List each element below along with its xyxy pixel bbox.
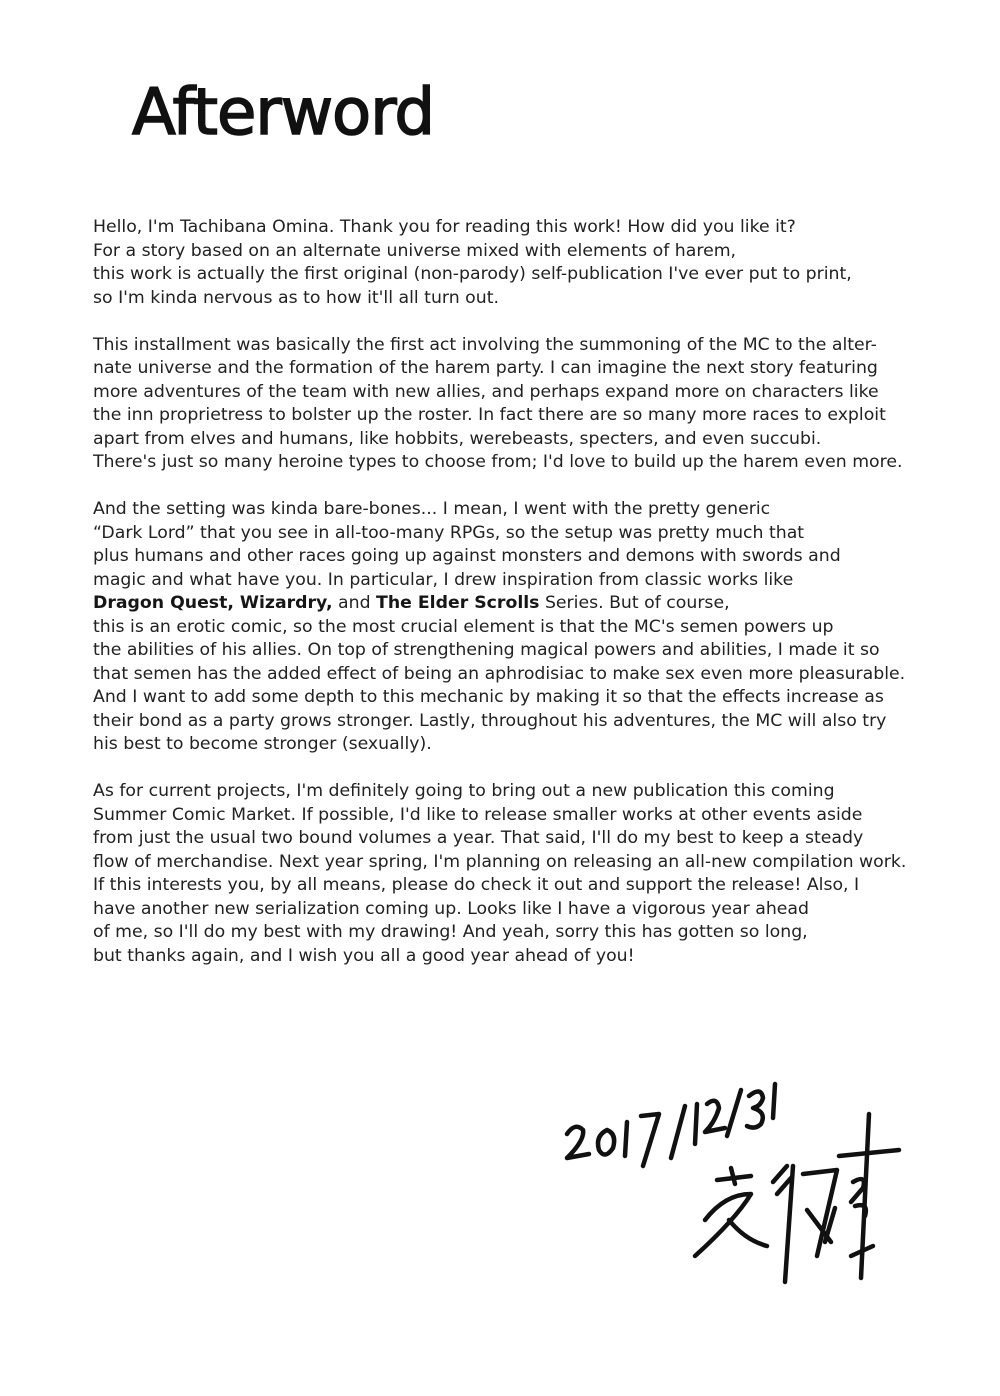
text-line: of me, so I'll do my best with my drawing! And yeah, sorry this has gotten so long,	[93, 922, 808, 942]
text-line: from just the usual two bound volumes a year. That said, I'll do my best to keep a steady	[93, 828, 864, 848]
text-line-with-titles	[93, 592, 953, 616]
text-line: that semen has the added effect of being an aphrodisiac to make sex even more pleasurable.	[93, 663, 906, 684]
text-line: Summer Comic Market. If possible, I'd like to release smaller works at other events aside	[93, 804, 863, 825]
text-line: more adventures of the team with new allies, and perhaps expand more on characters like	[93, 381, 879, 402]
text-line: but thanks again, and I wish you all a good year ahead of you!	[93, 945, 635, 966]
handwritten-signature	[555, 1070, 915, 1290]
text-line: As for current projects, I'm definitely going to bring out a new publication this coming	[93, 781, 835, 801]
paragraph-3	[93, 498, 953, 757]
text-line: their bond as a party grows stronger. Lastly, throughout his adventures, the MC will also try	[93, 710, 887, 731]
text-line: so I'm kinda nervous as to how it'll all turn out.	[93, 287, 499, 308]
text-line: this work is actually the first original (non-parody) self-publication I've ever put to print,	[93, 264, 852, 284]
text-line: his best to become stronger (sexually).	[93, 734, 432, 754]
text-line: have another new serialization coming up. Looks like I have a vigorous year ahead	[93, 898, 809, 919]
text-line: the abilities of his allies. On top of strengthening magical powers and abilities, I made it so	[93, 640, 880, 660]
text-line: flow of merchandise. Next year spring, I'm planning on releasing an all-new compilation work.	[93, 851, 907, 872]
bold-game-title: The Elder Scrolls	[376, 593, 540, 613]
text-line: For a story based on an alternate universe mixed with elements of harem,	[93, 240, 737, 261]
paragraph-1	[93, 216, 953, 310]
handwritten-name	[695, 1114, 899, 1282]
text-line: If this interests you, by all means, please do check it out and support the release! Also, I	[93, 875, 860, 895]
text-line: nate universe and the formation of the harem party. I can imagine the next story featuring	[93, 358, 878, 378]
text-line: Hello, I'm Tachibana Omina. Thank you for reading this work! How did you like it?	[93, 217, 796, 237]
text-line: plus humans and other races going up against monsters and demons with swords and	[93, 546, 841, 566]
page-title: Afterword	[132, 76, 434, 150]
text-line: apart from elves and humans, like hobbits, werebeasts, specters, and even succubi.	[93, 428, 822, 449]
paragraph-4	[93, 780, 953, 968]
text-fragment: Series. But of course,	[539, 593, 730, 613]
signature-drawing	[555, 1070, 915, 1290]
text-line: magic and what have you. In particular, I drew inspiration from classic works like	[93, 569, 794, 590]
handwritten-date	[567, 1084, 775, 1166]
paragraph-2	[93, 334, 953, 475]
text-line: And I want to add some depth to this mechanic by making it so that the effects increase as	[93, 687, 884, 707]
text-line: And the setting was kinda bare-bones... I mean, I went with the pretty generic	[93, 499, 771, 519]
afterword-body	[93, 216, 953, 992]
text-line: There's just so many heroine types to choose from; I'd love to build up the harem even more.	[93, 452, 903, 472]
text-line: “Dark Lord” that you see in all-too-many RPGs, so the setup was pretty much that	[93, 522, 805, 543]
text-line: the inn proprietress to bolster up the roster. In fact there are so many more races to exploit	[93, 405, 886, 425]
text-fragment: and	[332, 593, 377, 613]
bold-game-titles: Dragon Quest, Wizardry,	[93, 593, 333, 613]
text-line: This installment was basically the first act involving the summoning of the MC to the alter-	[93, 334, 877, 355]
text-line: this is an erotic comic, so the most crucial element is that the MC's semen powers up	[93, 616, 834, 637]
